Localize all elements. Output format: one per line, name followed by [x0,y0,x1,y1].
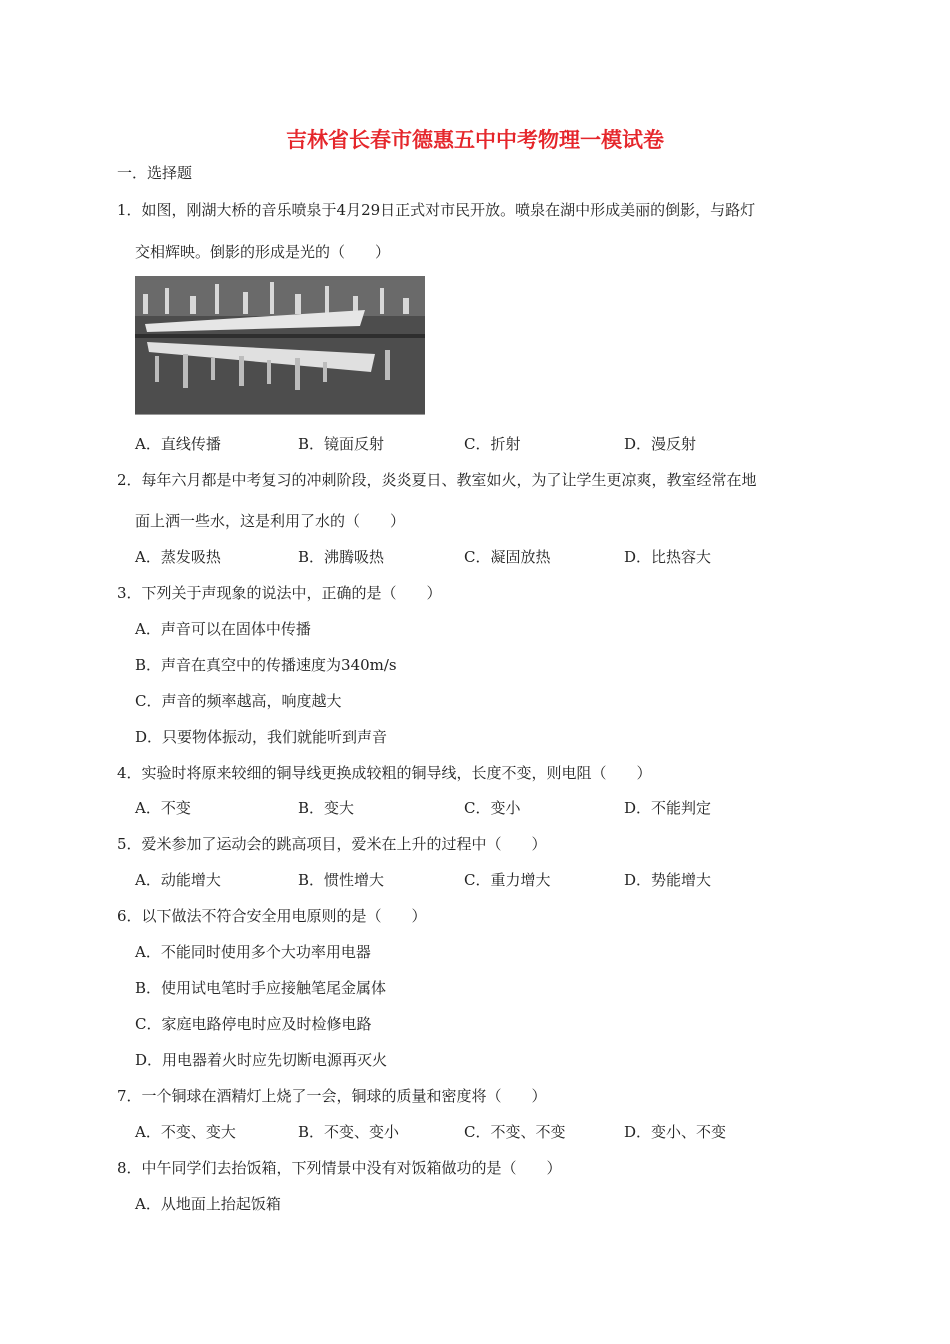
option-d: D．只要物体振动，我们就能听到声音 [135,728,388,746]
option-c: C．家庭电路停电时应及时检修电路 [135,1015,372,1033]
question-text: 面上洒一些水，这是利用了水的（ ） [135,512,406,530]
option-c: C．不变、不变 [464,1123,566,1141]
option-d: D．比热容大 [624,548,712,566]
option-b: B．声音在真空中的传播速度为340m/s [135,656,397,674]
page-title: 吉林省长春市德惠五中中考物理一模试卷 [286,128,664,152]
option-b: B．惯性增大 [298,871,385,889]
question-text: 1．如图，刚湖大桥的音乐喷泉于4月29日正式对市民开放。喷泉在湖中形成美丽的倒影，与路灯 [117,201,756,219]
option-d: D．用电器着火时应先切断电源再灭火 [135,1051,388,1069]
option-c: C．变小 [464,799,521,817]
question-text: 7．一个铜球在酒精灯上烧了一会，铜球的质量和密度将（ ） [117,1087,547,1105]
option-b: B．沸腾吸热 [298,548,385,566]
option-c: C．重力增大 [464,871,551,889]
option-c: C．折射 [464,435,521,453]
option-c: C．声音的频率越高，响度越大 [135,692,342,710]
option-a: A．从地面上抬起饭箱 [135,1195,281,1213]
question-text: 4．实验时将原来较细的铜导线更换成较粗的铜导线，长度不变，则电阻（ ） [117,764,652,782]
option-c: C．凝固放热 [464,548,551,566]
option-d: D．漫反射 [624,435,697,453]
fountain-photo [135,276,425,415]
option-d: D．变小、不变 [624,1123,727,1141]
option-d: D．不能判定 [624,799,712,817]
option-b: B．使用试电笔时手应接触笔尾金属体 [135,979,387,997]
option-a: A．动能增大 [135,871,221,889]
option-b: B．镜面反射 [298,435,385,453]
question-text: 2．每年六月都是中考复习的冲刺阶段，炎炎夏日、教室如火，为了让学生更凉爽，教室经常在地 [117,471,757,489]
question-text: 交相辉映。倒影的形成是光的（ ） [135,243,391,261]
option-a: A．不变 [135,799,191,817]
section-heading: 一．选择题 [117,164,193,182]
option-a: A．直线传播 [135,435,221,453]
question-text: 6．以下做法不符合安全用电原则的是（ ） [117,907,427,925]
option-a: A．不能同时使用多个大功率用电器 [135,943,371,961]
option-b: B．不变、变小 [298,1123,400,1141]
question-text: 8．中午同学们去抬饭箱，下列情景中没有对饭箱做功的是（ ） [117,1159,562,1177]
option-a: A．蒸发吸热 [135,548,221,566]
option-b: B．变大 [298,799,355,817]
question-text: 3．下列关于声现象的说法中，正确的是（ ） [117,584,442,602]
option-a: A．不变、变大 [135,1123,236,1141]
question-text: 5．爱米参加了运动会的跳高项目，爱米在上升的过程中（ ） [117,835,547,853]
option-d: D．势能增大 [624,871,712,889]
option-a: A．声音可以在固体中传播 [135,620,311,638]
